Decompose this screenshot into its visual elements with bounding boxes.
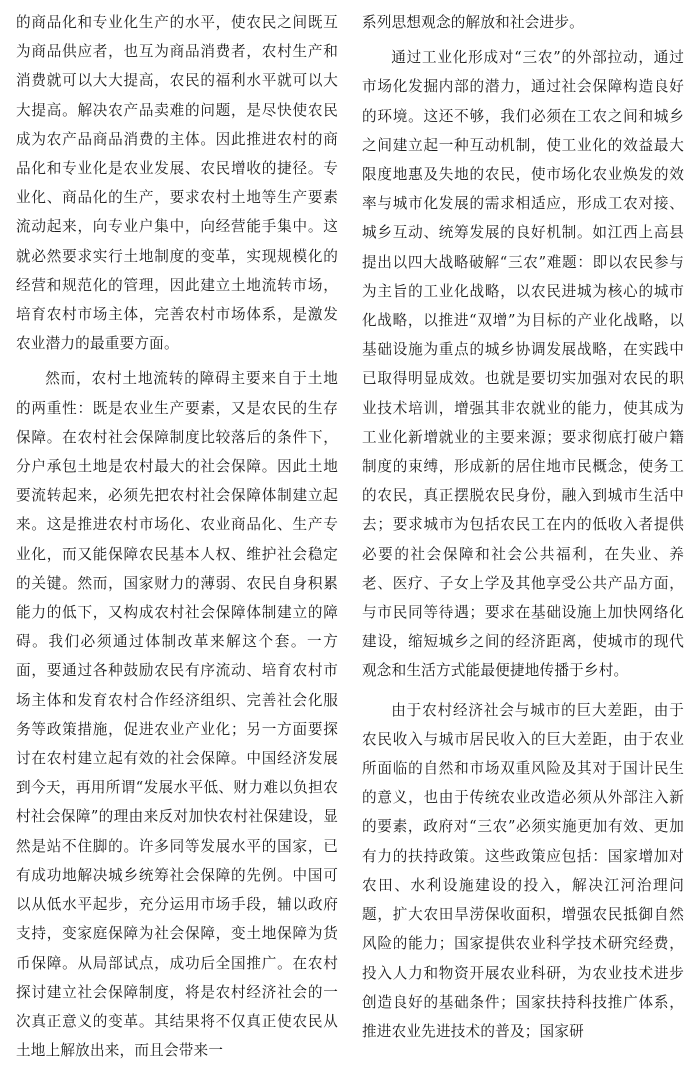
paragraph-interaction-mechanism: 通过工业化形成对“三农”的外部拉动，通过市场化发掘内部的潜力，通过社会保障构造良好的环境。这还不够，我们必须在工农之间和城乡之间建立起一种互动机制，使工业化的效益最大限度地惠及失地的农民，使市场化农业焕发的效率与城市化发展的需求相适应，形成工农对接、城乡互动、统筹发展的良好机制。如江西上高县提出以四大战略破解“三农”难题：即以农民参与为主旨的工业化战略，以农民进城为核心的城市化战略，以推进“双增”为目标的产业化战略，以基础设施为重点的城乡协调发展战略，在实践中已取得明显成效。也就是要切实加强对农民的职业技术培训，增强其非农就业的能力，使其成为工业化新增就业的主要来源；要求彻底打破户籍制度的束缚，形成新的居住地市民概念，使务工的农民，真正摆脱农民身份，融入到城市生活中去；要求城市为包括农民工在内的低收入者提供必要的社会保障和社会公共福利，在失业、养老、医疗、子女上学及其他享受公共产品方面，与市民同等待遇；要求在基础设施上加快网络化建设，缩短城乡之间的经济距离，使城市的现代观念和生活方式能最便捷地传播于乡村。 bbox=[362, 49, 684, 680]
paragraph-support-policies: 由于农村经济社会与城市的巨大差距，由于农民收入与城市居民收入的巨大差距，由于农业所面临的自然和市场双重风险及其对于国计民生的意义，也由于传统农业改造必须从外部注入新的要素，政府对“三农”必须实施更加有效、更加有力的扶持政策。这些政策应包括：国家增加对农田、水利设施建设的投入，解决江河治理问题，扩大农田旱涝保收面积，增强农民抵御自然风险的能力；国家提供农业科学技术研究经费，投入人力和物资开展农业科研，为农业技术进步创造良好的基础条件；国家扶持科技推广体系，推进农业先进技术的普及；国家研 bbox=[362, 701, 684, 1040]
left-column bbox=[16, 8, 338, 1065]
paragraph-continuation: 系列思想观念的解放和社会进步。 bbox=[362, 14, 584, 31]
right-column bbox=[362, 8, 684, 1046]
paragraph-land-transfer: 然而，农村土地流转的障碍主要来自于土地的两重性：既是农业生产要素，又是农民的生存保障。在农村社会保障制度比较落后的条件下，分户承包土地是农村最大的社会保障。因此土地要流转起来，必须先把农村社会保障体制建立起来。这是推进农村市场化、农业商品化、生产专业化，而又能保障农民基本人权、维护社会稳定的关键。然而，国家财力的薄弱、农民自身积累能力的低下，又构成农村社会保障体制建立的障碍。我们必须通过体制改革来解这个套。一方面，要通过各种鼓励农民有序流动、培育农村市场主体和发育农村合作经济组织、完善社会化服务等政策措施，促进农业产业化；另一方面要探讨在农村建立起有效的社会保障。中国经济发展到今天，再用所谓“发展水平低、财力难以负担农村社会保障”的理由来反对加快农村社保建设，显然是站不住脚的。许多同等发展水平的国家，已有成功地解决城乡统筹社会保障的先例。中国可以从低水平起步，充分运用市场手段，辅以政府支持，变家庭保障为社会保障，变土地保障为货币保障。从局部试点，成功后全国推广。在农村探讨建立社会保障制度，将是农村经济社会的一次真正意义的变革。其结果将不仅真正使农民从土地上解放出来，而且会带来一 bbox=[16, 370, 338, 1060]
paragraph-commercialization: 的商品化和专业化生产的水平，使农民之间既互为商品供应者，也互为商品消费者，农村生产和消费就可以大大提高，农民的福利水平就可以大大提高。解决农产品卖难的问题，是尽快使农民成为农产品商品消费的主体。因此推进农村的商品化和专业化是农业发展、农民增收的捷径。专业化、商品化的生产，要求农村土地等生产要素流动起来，向专业户集中，向经营能手集中。这就必然要求实行土地制度的变革，实现规模化的经营和规范化的管理，因此建立土地流转市场，培育农村市场主体，完善农村市场体系，是激发农业潜力的最重要方面。 bbox=[16, 14, 338, 353]
